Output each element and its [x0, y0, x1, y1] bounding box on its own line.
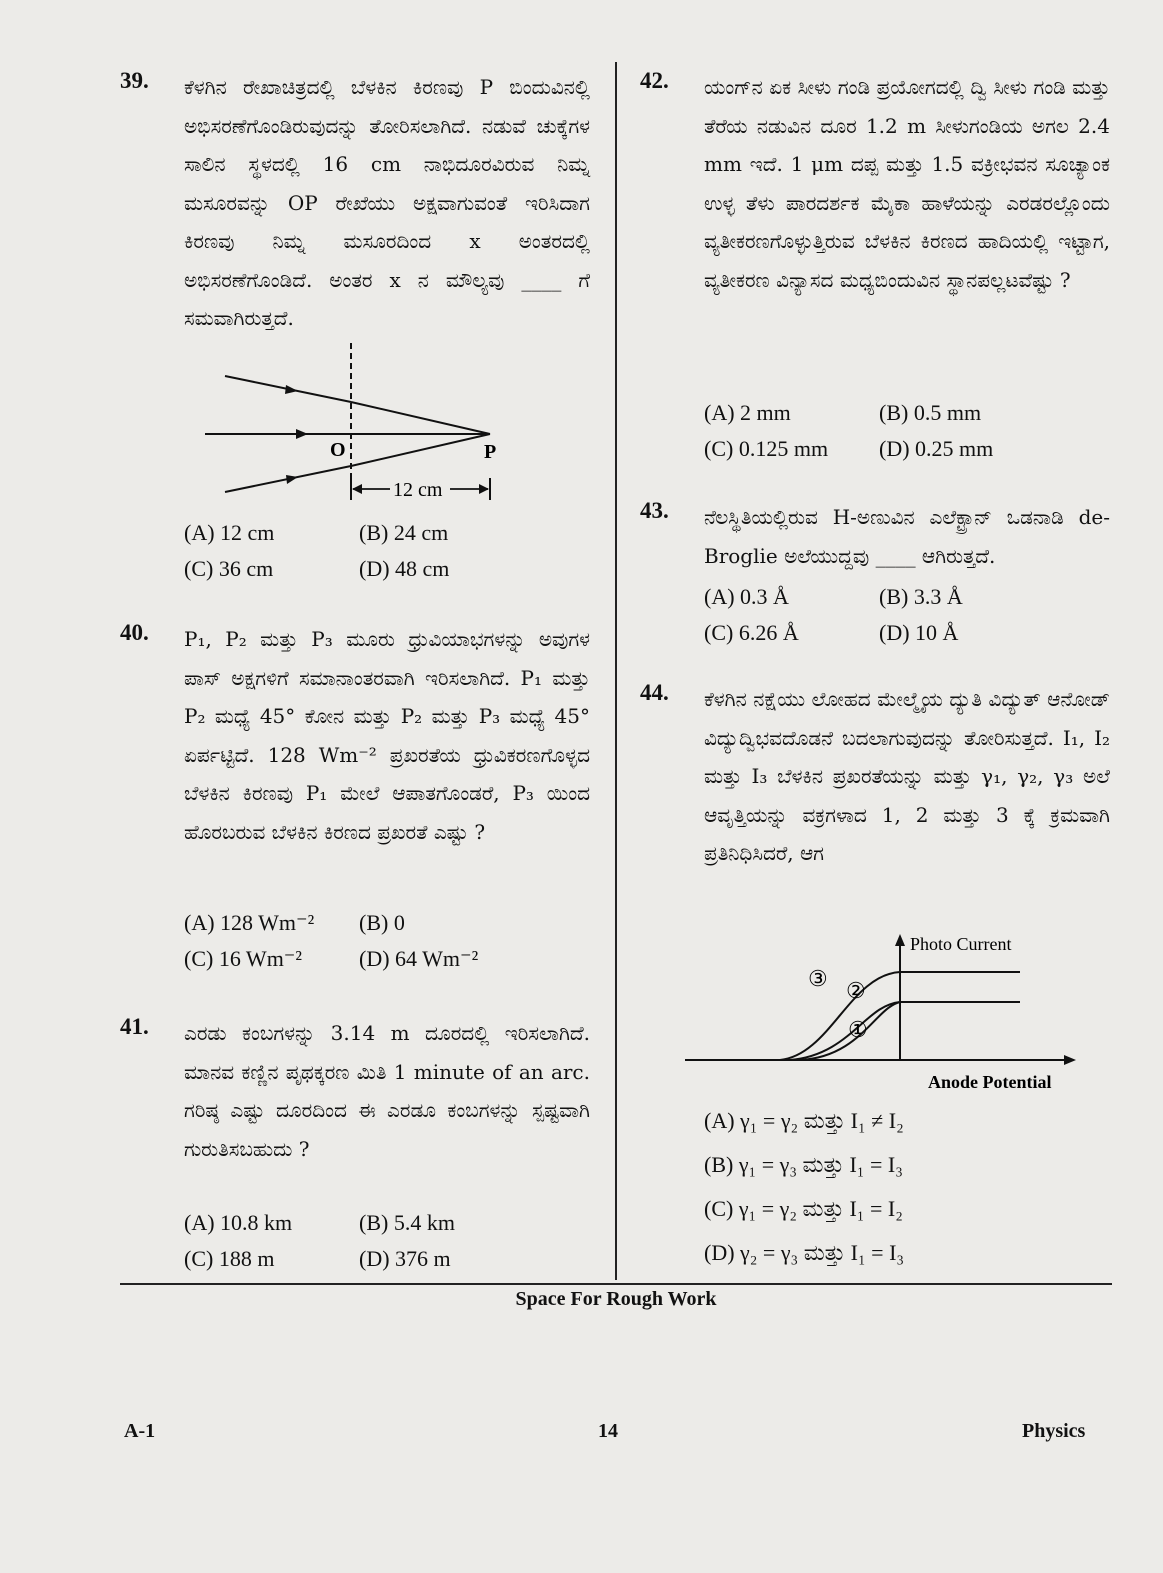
option-c[interactable]: (C) γ₁ = γ₂ ಮತ್ತು I₁ = I₂ — [704, 1196, 903, 1221]
y-axis-label: Photo Current — [910, 934, 1012, 954]
option-b[interactable]: (B) 0 — [359, 910, 405, 935]
subject-label: Physics — [1022, 1420, 1086, 1442]
option-d[interactable]: (D) γ₂ = γ₃ ಮತ್ತು I₁ = I₃ — [704, 1240, 905, 1265]
question-number: 39. — [120, 68, 149, 93]
option-a[interactable]: (A) 0.3 Å — [704, 584, 789, 609]
curve-2 — [790, 1002, 1020, 1060]
q39-ray-diagram — [200, 338, 520, 508]
x-axis-label: Anode Potential — [928, 1072, 1052, 1092]
bottom-divider — [120, 1283, 1112, 1285]
question-number: 40. — [120, 620, 149, 645]
option-a[interactable]: (A) 10.8 km — [184, 1210, 293, 1235]
option-d[interactable]: (D) 376 m — [359, 1246, 451, 1271]
question-text: ಕೆಳಗಿನ ನಕ್ಷೆಯು ಲೋಹದ ಮೇಲ್ಮೈಯ ದ್ಯುತಿ ವಿದ್ಯುತ್ ಆನೋಡ್ ವಿದ್ಯುದ್ವಿಭವದೊಡನೆ ಬದಲಾಗುವುದನ್ನು ತೋರಿಸುತ್ತದೆ. I₁, I₂ ಮತ್ತು I₃ ಬೆಳಕಿನ ಪ್ರಖರತೆಯನ್ನು ಮತ್ತು γ₁, γ₂, γ₃ ಅಲೆ ಆವೃತ್ತಿಯನ್ನು ವಕ್ರಗಳಾದ 1, 2 ಮತ್ತು 3 ಕ್ಕೆ ಕ್ರಮವಾಗಿ ಪ್ರತಿನಿಧಿಸಿದರೆ, ಆಗ — [704, 687, 1110, 865]
curve-3-label: ③ — [808, 966, 828, 991]
curve-1-label: ① — [848, 1017, 868, 1042]
x-axis-arrowhead — [1064, 1055, 1076, 1065]
option-c[interactable]: (C) 16 Wm⁻² — [184, 946, 303, 971]
option-a[interactable]: (A) 2 mm — [704, 400, 791, 425]
lower-ray-converging — [351, 434, 490, 466]
question-number: 42. — [640, 68, 669, 93]
upper-ray-converging — [351, 402, 490, 434]
q44-photocurrent-graph — [680, 930, 1080, 1100]
question-text: ನೆಲಸ್ಥಿತಿಯಲ್ಲಿರುವ H-ಅಣುವಿನ ಎಲೆಕ್ಟ್ರಾನ್ ಒಡನಾಡಿ de-Broglie ಅಲೆಯುದ್ದವು ____ ಆಗಿರುತ್ತದೆ. — [704, 505, 1110, 568]
option-b[interactable]: (B) 5.4 km — [359, 1210, 455, 1235]
option-b[interactable]: (B) 3.3 Å — [879, 584, 963, 609]
question-text: ಎರಡು ಕಂಬಗಳನ್ನು 3.14 m ದೂರದಲ್ಲಿ ಇರಿಸಲಾಗಿದೆ. ಮಾನವ ಕಣ್ಣಿನ ಪೃಥಕ್ಕರಣ ಮಿತಿ 1 minute of an arc. ಗರಿಷ್ಠ ಎಷ್ಟು ದೂರದಿಂದ ಈ ಎರಡೂ ಕಂಬಗಳನ್ನು ಸ್ಪಷ್ಟವಾಗಿ ಗುರುತಿಸಬಹುದು ? — [184, 1021, 590, 1161]
arrowhead — [352, 484, 362, 494]
option-c[interactable]: (C) 188 m — [184, 1246, 275, 1271]
option-d[interactable]: (D) 48 cm — [359, 556, 450, 581]
question-text: ಯಂಗ್‌ನ ಏಕ ಸೀಳು ಗಂಡಿ ಪ್ರಯೋಗದಲ್ಲಿ ದ್ವಿ ಸೀಳು ಗಂಡಿ ಮತ್ತು ತೆರೆಯ ನಡುವಿನ ದೂರ 1.2 m ಸೀಳುಗಂಡಿಯ ಅಗಲ 2.4 mm ಇದೆ. 1 μm ದಪ್ಪ ಮತ್ತು 1.5 ವಕ್ರೀಭವನ ಸೂಚ್ಯಾಂಕ ಉಳ್ಳ ತೆಳು ಪಾರದರ್ಶಕ ಮೈಕಾ ಹಾಳೆಯನ್ನು ಎರಡರಲ್ಲೊಂದು ವ್ಯತೀಕರಣಗೊಳ್ಳುತ್ತಿರುವ ಬೆಳಕಿನ ಕಿರಣದ ಹಾದಿಯಲ್ಲಿ ಇಟ್ಟಾಗ, ವ್ಯತೀಕರಣ ವಿನ್ಯಾಸದ ಮಧ್ಯಬಿಂದುವಿನ ಸ್ಥಾನಪಲ್ಲಟವೆಷ್ಟು ? — [704, 75, 1110, 292]
option-c[interactable]: (C) 0.125 mm — [704, 436, 829, 461]
curve-2-label: ② — [846, 978, 866, 1003]
question-number: 44. — [640, 680, 669, 705]
option-d[interactable]: (D) 0.25 mm — [879, 436, 994, 461]
point-p-label: P — [484, 441, 497, 463]
question-number: 43. — [640, 498, 669, 523]
option-a[interactable]: (A) 12 cm — [184, 520, 275, 545]
paper-code: A-1 — [124, 1420, 156, 1442]
option-a[interactable]: (A) γ₁ = γ₂ ಮತ್ತು I₁ ≠ I₂ — [704, 1108, 904, 1133]
arrowhead — [296, 429, 308, 439]
point-o-label: O — [330, 439, 346, 461]
option-c[interactable]: (C) 6.26 Å — [704, 620, 799, 645]
page-number: 14 — [598, 1420, 618, 1442]
arrowhead — [479, 484, 489, 494]
option-b[interactable]: (B) 0.5 mm — [879, 400, 982, 425]
option-a[interactable]: (A) 128 Wm⁻² — [184, 910, 315, 935]
distance-label: 12 cm — [393, 479, 443, 501]
option-b[interactable]: (B) 24 cm — [359, 520, 449, 545]
option-d[interactable]: (D) 10 Å — [879, 620, 959, 645]
option-c[interactable]: (C) 36 cm — [184, 556, 274, 581]
option-d[interactable]: (D) 64 Wm⁻² — [359, 946, 479, 971]
column-divider — [615, 62, 617, 1280]
option-b[interactable]: (B) γ₁ = γ₃ ಮತ್ತು I₁ = I₃ — [704, 1152, 903, 1177]
question-text: ಕೆಳಗಿನ ರೇಖಾಚಿತ್ರದಲ್ಲಿ ಬೆಳಕಿನ ಕಿರಣವು P ಬಿಂದುವಿನಲ್ಲಿ ಅಭಿಸರಣೆಗೊಂಡಿರುವುದನ್ನು ತೋರಿಸಲಾಗಿದೆ. ನಡುವೆ ಚುಕ್ಕೆಗಳ ಸಾಲಿನ ಸ್ಥಳದಲ್ಲಿ 16 cm ನಾಭಿದೂರವಿರುವ ನಿಮ್ನ ಮಸೂರವನ್ನು OP ರೇಖೆಯು ಅಕ್ಷವಾಗುವಂತೆ ಇರಿಸಿದಾಗ ಕಿರಣವು ನಿಮ್ನ ಮಸೂರದಿಂದ x ಅಂತರದಲ್ಲಿ ಅಭಿಸರಣೆಗೊಂಡಿದೆ. ಅಂತರ x ನ ಮೌಲ್ಯವು ____ ಗೆ ಸಮವಾಗಿರುತ್ತದೆ. — [184, 75, 590, 330]
question-text: P₁, P₂ ಮತ್ತು P₃ ಮೂರು ಧ್ರುವಿಯಾಭಗಳನ್ನು ಅವುಗಳ ಪಾಸ್ ಅಕ್ಷಗಳಿಗೆ ಸಮಾನಾಂತರವಾಗಿ ಇರಿಸಲಾಗಿದೆ. P₁ ಮತ್ತು P₂ ಮಧ್ಯೆ 45° ಕೋನ ಮತ್ತು P₂ ಮತ್ತು P₃ ಮಧ್ಯೆ 45° ಏರ್ಪಟ್ಟಿದೆ. 128 Wm⁻² ಪ್ರಖರತೆಯ ಧ್ರುವಿಕರಣಗೊಳ್ಳದ ಬೆಳಕಿನ ಕಿರಣವು P₁ ಮೇಲೆ ಆಪಾತಗೊಂಡರೆ, P₃ ಯಿಂದ ಹೊರಬರುವ ಬೆಳಕಿನ ಕಿರಣದ ಪ್ರಖರತೆ ಎಷ್ಟು ? — [184, 627, 590, 844]
arrowhead — [285, 385, 298, 394]
y-axis-arrowhead — [895, 934, 905, 946]
rough-work-label: Space For Rough Work — [515, 1288, 717, 1310]
question-number: 41. — [120, 1014, 149, 1039]
